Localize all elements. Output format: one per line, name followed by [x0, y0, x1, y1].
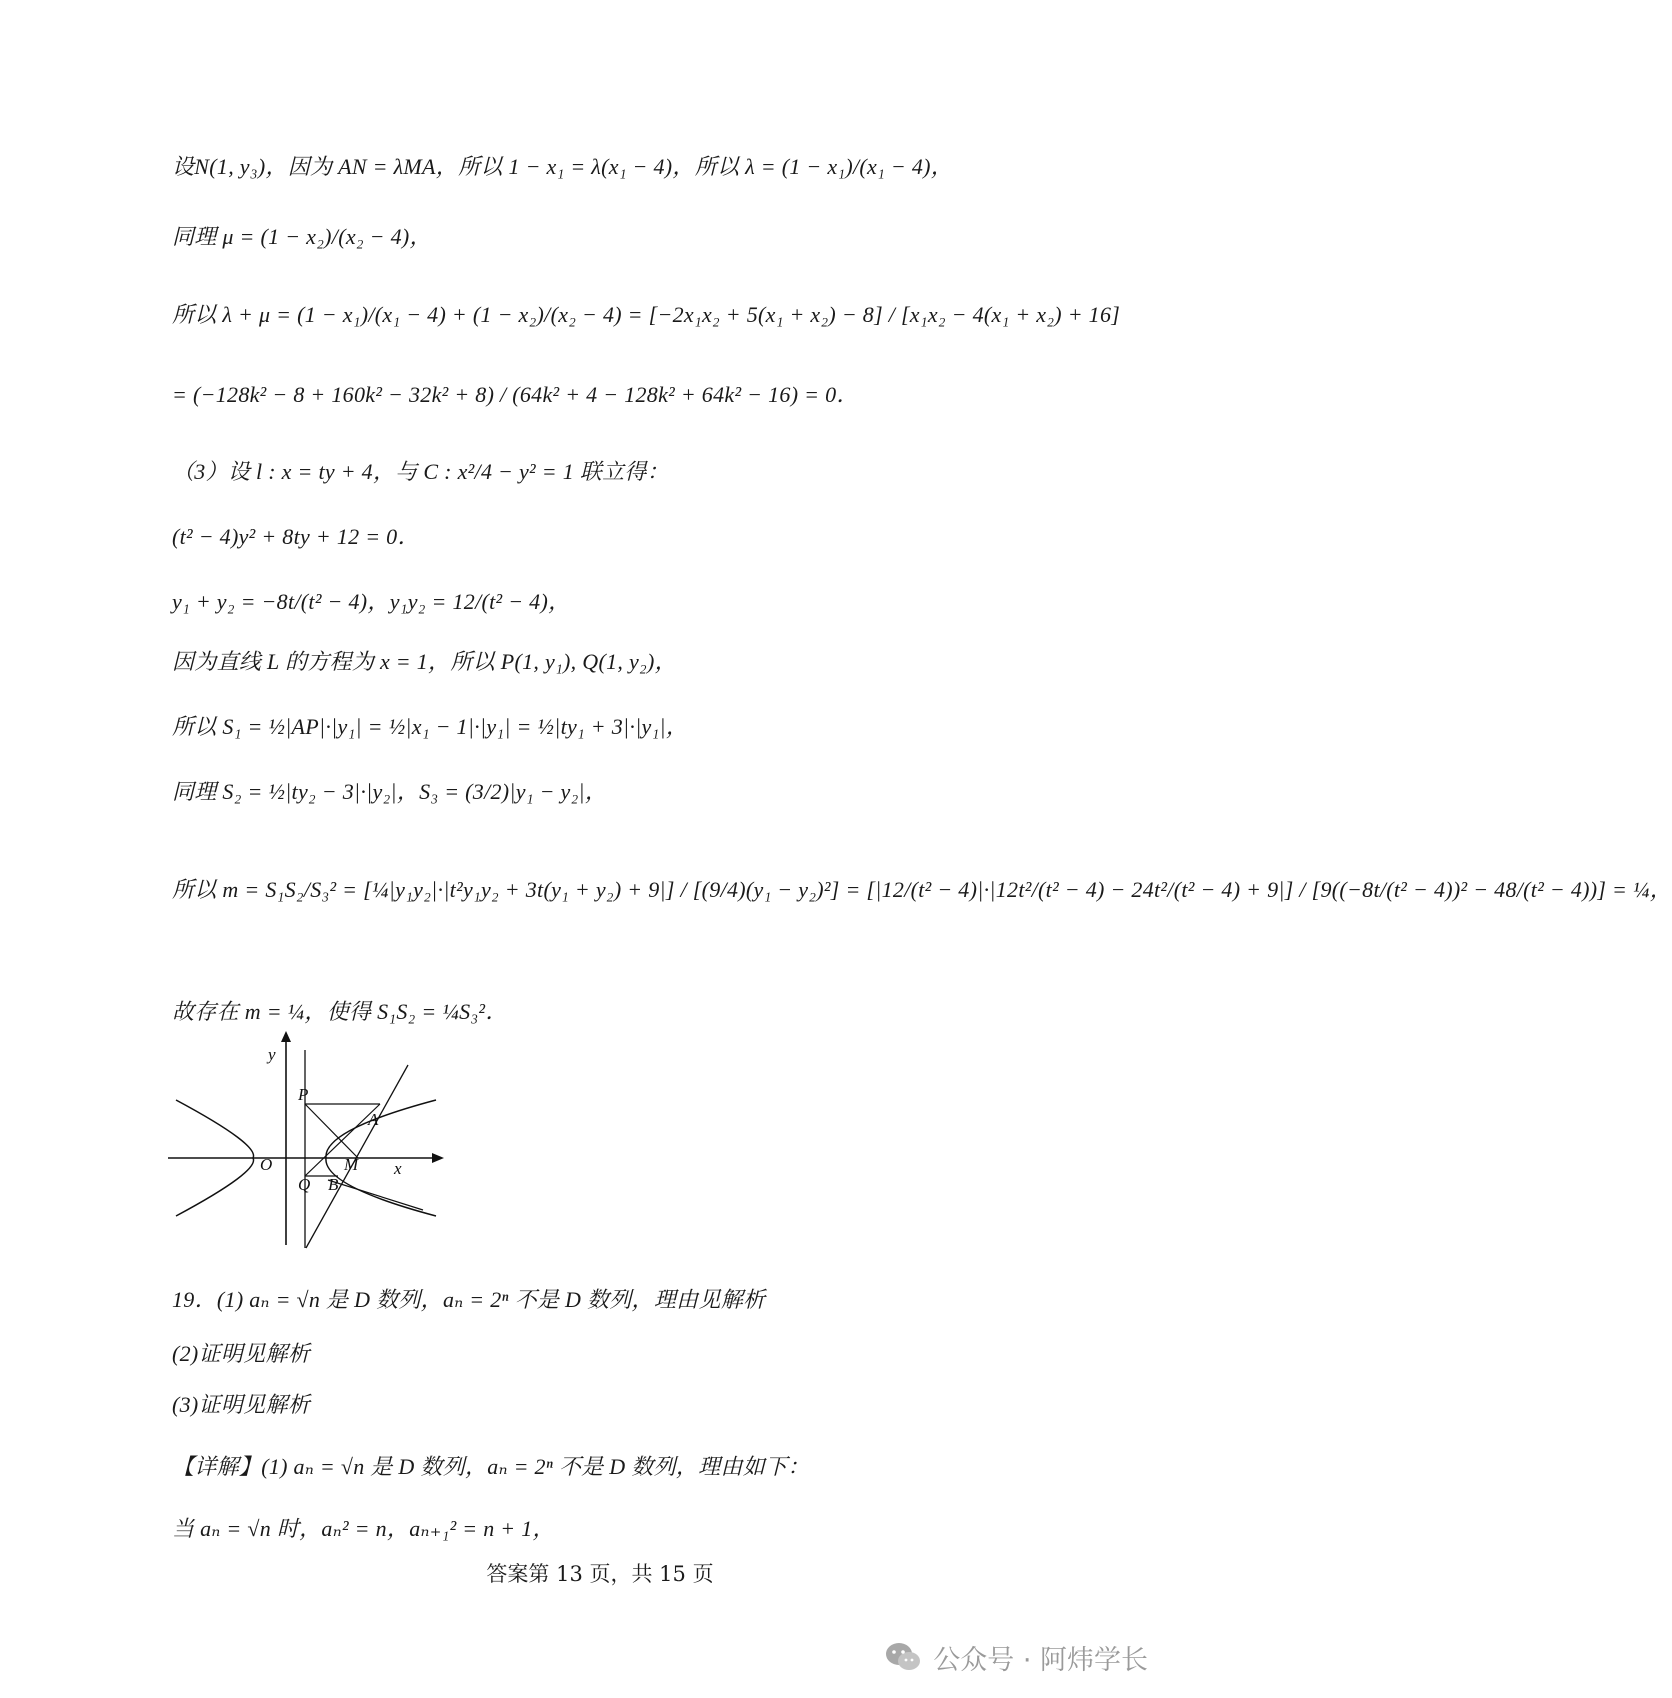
solution-line: 所以 m = S₁S₂/S₃² = [¼|y₁y₂|·|t²y₁y₂ + 3t(y₁ + y₂) + 9|] / [(9/4)(y₁ − y₂)²] = [|12/(t² − 4)|·|12t²/(t² − 4) − 24t²/(t² − 4) + 9|] / [9((−8t/(t² − 4))² − 48/(t² − 4))] = ¼， — [172, 877, 1672, 902]
solution-line: 因为直线 L 的方程为 x = 1，所以 P(1, y₁), Q(1, y₂)， — [172, 649, 677, 674]
hyperbola-figure — [168, 1030, 458, 1255]
solution-line: (t² − 4)y² + 8ty + 12 = 0． — [172, 524, 420, 549]
solution-line: (2)证明见解析 — [172, 1341, 311, 1366]
solution-line: （3）设 l : x = ty + 4，与 C : x²/4 − y² = 1 联立得： — [172, 459, 669, 484]
label-Q: Q — [298, 1175, 311, 1194]
label-O: O — [260, 1155, 273, 1174]
label-B: B — [328, 1175, 339, 1194]
solution-line: 故存在 m = ¼，使得 S₁S₂ = ¼S₃²． — [172, 999, 508, 1024]
solution-line: 19．(1) aₙ = √n 是 D 数列，aₙ = 2ⁿ 不是 D 数列，理由见解析 — [172, 1287, 766, 1312]
wechat-icon — [883, 1637, 923, 1677]
label-x: x — [394, 1159, 402, 1178]
x-axis-arrow — [432, 1153, 444, 1163]
label-y: y — [268, 1045, 276, 1064]
solution-line: 同理 μ = (1 − x₂)/(x₂ − 4)， — [172, 224, 432, 249]
y-axis-arrow — [281, 1031, 291, 1042]
watermark — [883, 1637, 1148, 1677]
segment-B-extended — [328, 1180, 423, 1210]
solution-line: 【详解】(1) aₙ = √n 是 D 数列，aₙ = 2ⁿ 不是 D 数列，理由如下： — [172, 1454, 810, 1479]
solution-line: 当 aₙ = √n 时，aₙ² = n，aₙ₊₁² = n + 1， — [172, 1516, 555, 1541]
page-footer: 答案第 13 页，共 15 页 — [486, 1562, 714, 1586]
solution-line: 所以 λ + μ = (1 − x₁)/(x₁ − 4) + (1 − x₂)/(x₂ − 4) = [−2x₁x₂ + 5(x₁ + x₂) − 8] / [x₁x₂ − 4(x₁ + x₂) + 16] — [172, 302, 1121, 327]
solution-line: (3)证明见解析 — [172, 1392, 311, 1417]
label-A: A — [368, 1110, 379, 1129]
solution-line: = (−128k² − 8 + 160k² − 32k² + 8) / (64k² + 4 − 128k² + 64k² − 16) = 0． — [172, 382, 859, 407]
watermark-text: 公众号 · 阿炜学长 — [933, 1644, 1148, 1676]
solution-line: 同理 S₂ = ½|ty₂ − 3|·|y₂|，S₃ = (3/2)|y₁ − y₂|， — [172, 779, 608, 804]
solution-line: 设N(1, y₃)，因为 AN = λMA，所以 1 − x₁ = λ(x₁ − 4)，所以 λ = (1 − x₁)/(x₁ − 4)， — [172, 154, 954, 179]
label-M: M — [344, 1155, 359, 1174]
solution-line: 所以 S₁ = ½|AP|·|y₁| = ½|x₁ − 1|·|y₁| = ½|ty₁ + 3|·|y₁|， — [172, 714, 689, 739]
solution-line: y₁ + y₂ = −8t/(t² − 4)，y₁y₂ = 12/(t² − 4)， — [172, 589, 571, 614]
label-P: P — [298, 1085, 309, 1104]
